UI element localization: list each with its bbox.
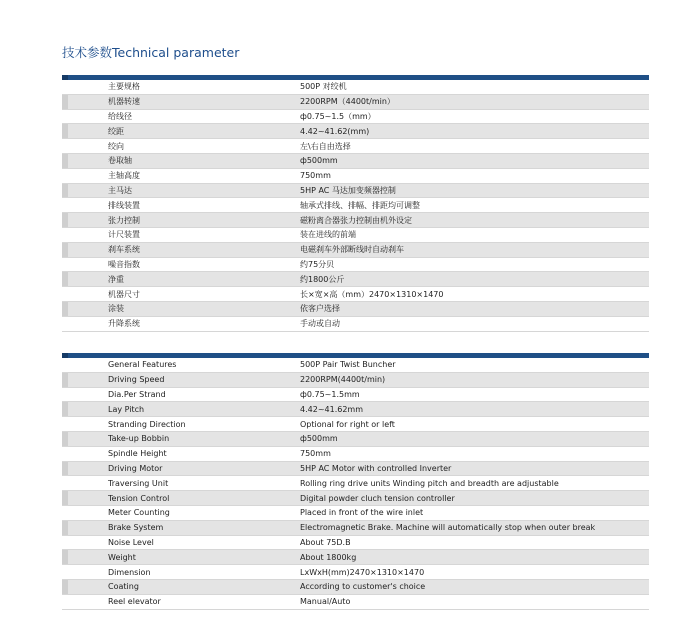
row-label: Dimension bbox=[108, 567, 151, 577]
table-header-bar-cap bbox=[62, 75, 68, 80]
row-value: ф0.75~1.5（mm） bbox=[300, 111, 376, 121]
table-row bbox=[62, 536, 649, 551]
row-label: Stranding Direction bbox=[108, 419, 186, 429]
row-label: Driving Speed bbox=[108, 375, 165, 385]
table-header-bar-cap bbox=[62, 353, 68, 358]
table-row bbox=[62, 317, 649, 332]
row-label: 卷取轴 bbox=[108, 156, 132, 166]
table-row bbox=[62, 580, 649, 595]
table-row bbox=[62, 462, 649, 477]
table-row bbox=[62, 95, 649, 110]
table-row bbox=[62, 402, 649, 417]
row-value: ф0.75~1.5mm bbox=[300, 389, 360, 399]
row-value: 4.42~41.62mm bbox=[300, 404, 364, 414]
row-value: Rolling ring drive units Winding pitch and breadth are adjustable bbox=[300, 478, 559, 488]
row-label: Spindle Height bbox=[108, 449, 167, 459]
row-label: 升降系统 bbox=[108, 319, 140, 329]
row-value: Electromagnetic Brake. Machine will automatically stop when outer break bbox=[300, 523, 596, 533]
row-label: Noise Level bbox=[108, 537, 154, 547]
table-row bbox=[62, 272, 649, 287]
row-label: 计尺装置 bbox=[108, 230, 140, 240]
row-label: 机器尺寸 bbox=[108, 289, 140, 299]
spec-table-english bbox=[62, 353, 649, 610]
row-value: Digital powder cluch tension controller bbox=[300, 493, 455, 503]
table-row bbox=[62, 110, 649, 125]
row-value: 2200RPM（4400t/min） bbox=[300, 97, 395, 107]
table-row bbox=[62, 124, 649, 139]
row-label: 主要规格 bbox=[108, 82, 140, 92]
table-row bbox=[62, 417, 649, 432]
spec-table-chinese bbox=[62, 75, 649, 332]
row-value: 5HP AC Motor with controlled Inverter bbox=[300, 463, 452, 473]
row-label: 主马达 bbox=[108, 185, 132, 195]
row-label: 噪音指数 bbox=[108, 259, 140, 269]
row-value: 手动或自动 bbox=[300, 319, 340, 329]
row-label: 排线装置 bbox=[108, 200, 140, 210]
row-value: LxWxH(mm)2470×1310×1470 bbox=[300, 567, 425, 577]
row-label: Reel elevator bbox=[108, 597, 161, 607]
table-row bbox=[62, 154, 649, 169]
table-row bbox=[62, 287, 649, 302]
row-label: Weight bbox=[108, 552, 136, 562]
row-value: 左\右自由选择 bbox=[300, 141, 351, 151]
row-value: 2200RPM(4400t/min) bbox=[300, 375, 386, 385]
row-value: 5HP AC 马达加变频器控制 bbox=[300, 185, 396, 195]
row-value: 750mm bbox=[300, 449, 331, 459]
table-row bbox=[62, 358, 649, 373]
table-row bbox=[62, 432, 649, 447]
row-value: 750mm bbox=[300, 171, 331, 181]
row-value: Optional for right or left bbox=[300, 419, 395, 429]
row-value: 依客户选择 bbox=[300, 304, 340, 314]
table-row bbox=[62, 213, 649, 228]
table-row bbox=[62, 243, 649, 258]
table-row bbox=[62, 565, 649, 580]
row-value: 约75分贝 bbox=[300, 259, 335, 269]
row-value: 约1800公斤 bbox=[300, 274, 345, 284]
row-value: About 1800kg bbox=[300, 552, 357, 562]
row-value: ф500mm bbox=[300, 434, 338, 444]
row-label: 净重 bbox=[108, 274, 124, 284]
row-value: 轴承式排线、排幅、排距均可调整 bbox=[300, 200, 420, 210]
table-header-bar bbox=[62, 353, 649, 358]
table-row bbox=[62, 302, 649, 317]
row-label: General Features bbox=[108, 360, 177, 370]
table-row bbox=[62, 169, 649, 184]
row-value: Manual/Auto bbox=[300, 597, 351, 607]
table-row bbox=[62, 447, 649, 462]
row-label: Coating bbox=[108, 582, 139, 592]
row-value: 电磁刹车外部断线时自动刹车 bbox=[300, 245, 404, 255]
row-label: Meter Counting bbox=[108, 508, 170, 518]
page-title: 技术参数Technical parameter bbox=[62, 45, 240, 60]
row-value: According to customer's choice bbox=[300, 582, 426, 592]
row-label: Take-up Bobbin bbox=[108, 434, 170, 444]
table-row bbox=[62, 506, 649, 521]
row-value: ф500mm bbox=[300, 156, 338, 166]
row-label: 张力控制 bbox=[108, 215, 140, 225]
table-row bbox=[62, 595, 649, 610]
row-value: About 75D.B bbox=[300, 537, 351, 547]
table-row bbox=[62, 228, 649, 243]
table-row bbox=[62, 476, 649, 491]
table-row bbox=[62, 521, 649, 536]
row-value: 长×宽×高（mm）2470×1310×1470 bbox=[300, 289, 444, 299]
row-value: Placed in front of the wire inlet bbox=[300, 508, 424, 518]
table-row bbox=[62, 388, 649, 403]
row-label: Brake System bbox=[108, 523, 164, 533]
table-row bbox=[62, 258, 649, 273]
row-label: 主轴高度 bbox=[108, 171, 140, 181]
table-row bbox=[62, 139, 649, 154]
row-label: Traversing Unit bbox=[108, 478, 169, 488]
row-label: Driving Motor bbox=[108, 463, 163, 473]
table-row bbox=[62, 491, 649, 506]
row-value: 4.42~41.62(mm) bbox=[300, 126, 370, 136]
row-value: 500P 对绞机 bbox=[300, 82, 347, 92]
row-label: 绞向 bbox=[108, 141, 124, 151]
table-row bbox=[62, 373, 649, 388]
table-row bbox=[62, 550, 649, 565]
table-row bbox=[62, 184, 649, 199]
row-value: 装在进线的前端 bbox=[300, 230, 356, 240]
row-label: 绞距 bbox=[108, 126, 124, 136]
row-label: 涂装 bbox=[108, 304, 124, 314]
table-row bbox=[62, 80, 649, 95]
row-label: 机器转速 bbox=[108, 97, 140, 107]
row-label: 给线径 bbox=[108, 111, 132, 121]
row-label: 刹车系统 bbox=[108, 245, 140, 255]
row-value: 磁粉离合器张力控制由机外设定 bbox=[300, 215, 412, 225]
table-header-bar bbox=[62, 75, 649, 80]
row-label: Tension Control bbox=[108, 493, 170, 503]
table-row bbox=[62, 198, 649, 213]
row-label: Lay Pitch bbox=[108, 404, 145, 414]
row-value: 500P Pair Twist Buncher bbox=[300, 360, 396, 370]
row-label: Dia.Per Strand bbox=[108, 389, 166, 399]
